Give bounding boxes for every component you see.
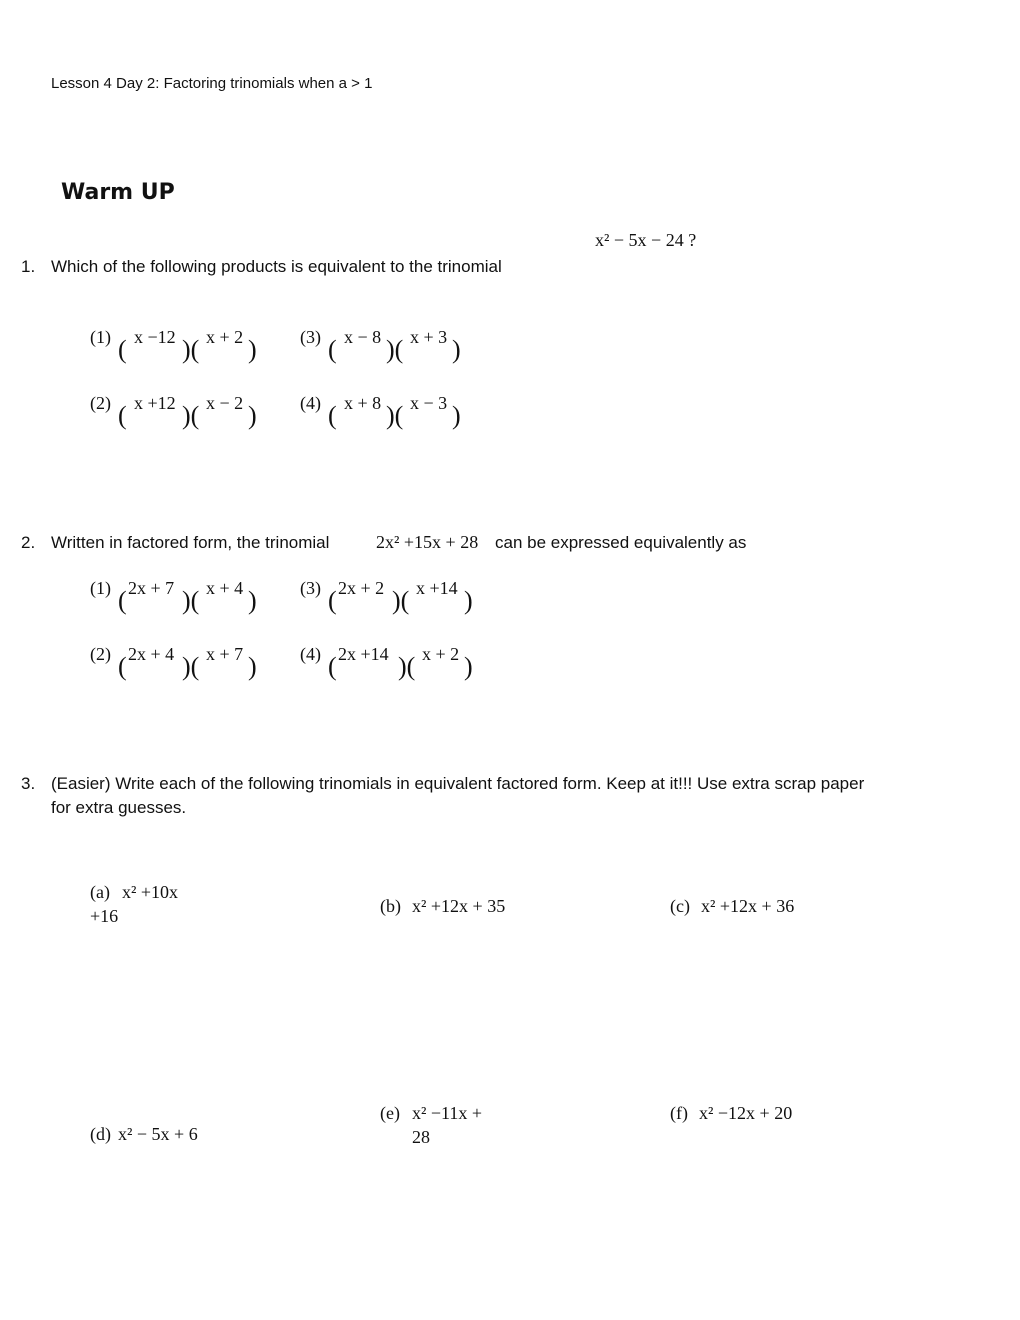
paren: ( [118, 652, 127, 681]
paren: ( [118, 401, 127, 430]
q3b-label: (b) [380, 896, 401, 916]
q3-number: 3. [21, 774, 36, 793]
paren: ) [248, 652, 257, 681]
factor-b: x + 4 [206, 578, 244, 598]
paren: ) [452, 335, 461, 364]
q2-option-1 [90, 578, 290, 618]
option-label: (3) [300, 327, 321, 347]
paren: ) [248, 586, 257, 615]
q1-text: Which of the following products is equivalent to the trinomial [51, 257, 502, 276]
paren: )( [398, 652, 416, 681]
paren: )( [182, 652, 200, 681]
paren: ( [328, 401, 337, 430]
factor-b: x − 3 [410, 393, 448, 413]
factor-a: 2x + 7 [128, 578, 175, 598]
paren: )( [182, 335, 200, 364]
option-label: (2) [90, 393, 111, 413]
factor-b: x +14 [416, 578, 458, 598]
option-label: (4) [300, 644, 321, 664]
warmup-title: Warm UP [61, 180, 175, 205]
option-label: (3) [300, 578, 321, 598]
paren: ) [464, 586, 473, 615]
option-label: (1) [90, 578, 111, 598]
paren: ( [328, 335, 337, 364]
factor-a: 2x + 4 [128, 644, 175, 664]
q3-text-line1: (Easier) Write each of the following trinomials in equivalent factored form. Keep at it!!! Use extra scrap paper [51, 774, 865, 793]
factor-b: x + 2 [422, 644, 460, 664]
factor-b: x + 3 [410, 327, 448, 347]
factor-a: x −12 [134, 327, 176, 347]
q3a-expression: x² +10x [122, 882, 179, 902]
factor-a: 2x + 2 [338, 578, 385, 598]
q3a-label: (a) [90, 882, 110, 902]
q1-expression: x² − 5x − 24 ? [595, 230, 697, 250]
q2-expression: 2x² +15x + 28 [376, 532, 479, 552]
option-label: (1) [90, 327, 111, 347]
factor-b: x + 2 [206, 327, 244, 347]
q3e-expression-cont: 28 [412, 1127, 430, 1147]
q3b-expression: x² +12x + 35 [412, 896, 506, 916]
q3-text-line2: for extra guesses. [51, 798, 187, 817]
paren: ( [118, 335, 127, 364]
factor-a: 2x +14 [338, 644, 389, 664]
paren: ) [464, 652, 473, 681]
option-label: (2) [90, 644, 111, 664]
paren: )( [392, 586, 410, 615]
q2-number: 2. [21, 533, 36, 552]
paren: )( [386, 401, 404, 430]
q3d-label: (d) [90, 1124, 111, 1144]
q1-option-1 [90, 327, 290, 367]
q3f-expression: x² −12x + 20 [699, 1103, 793, 1123]
q3f-label: (f) [670, 1103, 688, 1123]
q2-text-after: can be expressed equivalently as [495, 533, 747, 552]
factor-a: x + 8 [344, 393, 382, 413]
paren: )( [182, 401, 200, 430]
paren: ) [248, 401, 257, 430]
q3c-expression: x² +12x + 36 [701, 896, 795, 916]
factor-b: x + 7 [206, 644, 244, 664]
q1-option-3 [300, 327, 500, 367]
paren: ) [452, 401, 461, 430]
q2-text-before: Written in factored form, the trinomial [51, 533, 330, 552]
option-label: (4) [300, 393, 321, 413]
paren: ( [118, 586, 127, 615]
q2-option-3 [300, 578, 500, 618]
paren: ) [248, 335, 257, 364]
q1-option-4 [300, 393, 500, 433]
q3d-expression: x² − 5x + 6 [118, 1124, 198, 1144]
q3e-label: (e) [380, 1103, 400, 1123]
paren: ( [328, 586, 337, 615]
q1-number: 1. [21, 257, 36, 276]
q3c-label: (c) [670, 896, 690, 916]
paren: )( [182, 586, 200, 615]
factor-a: x +12 [134, 393, 176, 413]
q3e-expression: x² −11x + [412, 1103, 483, 1123]
q2-option-4 [300, 644, 500, 684]
q2-option-2 [90, 644, 290, 684]
factor-b: x − 2 [206, 393, 244, 413]
q3a-expression-cont: +16 [90, 906, 119, 926]
paren: ( [328, 652, 337, 681]
q1-option-2 [90, 393, 290, 433]
paren: )( [386, 335, 404, 364]
factor-a: x − 8 [344, 327, 382, 347]
page-header: Lesson 4 Day 2: Factoring trinomials when a > 1 [51, 75, 373, 92]
